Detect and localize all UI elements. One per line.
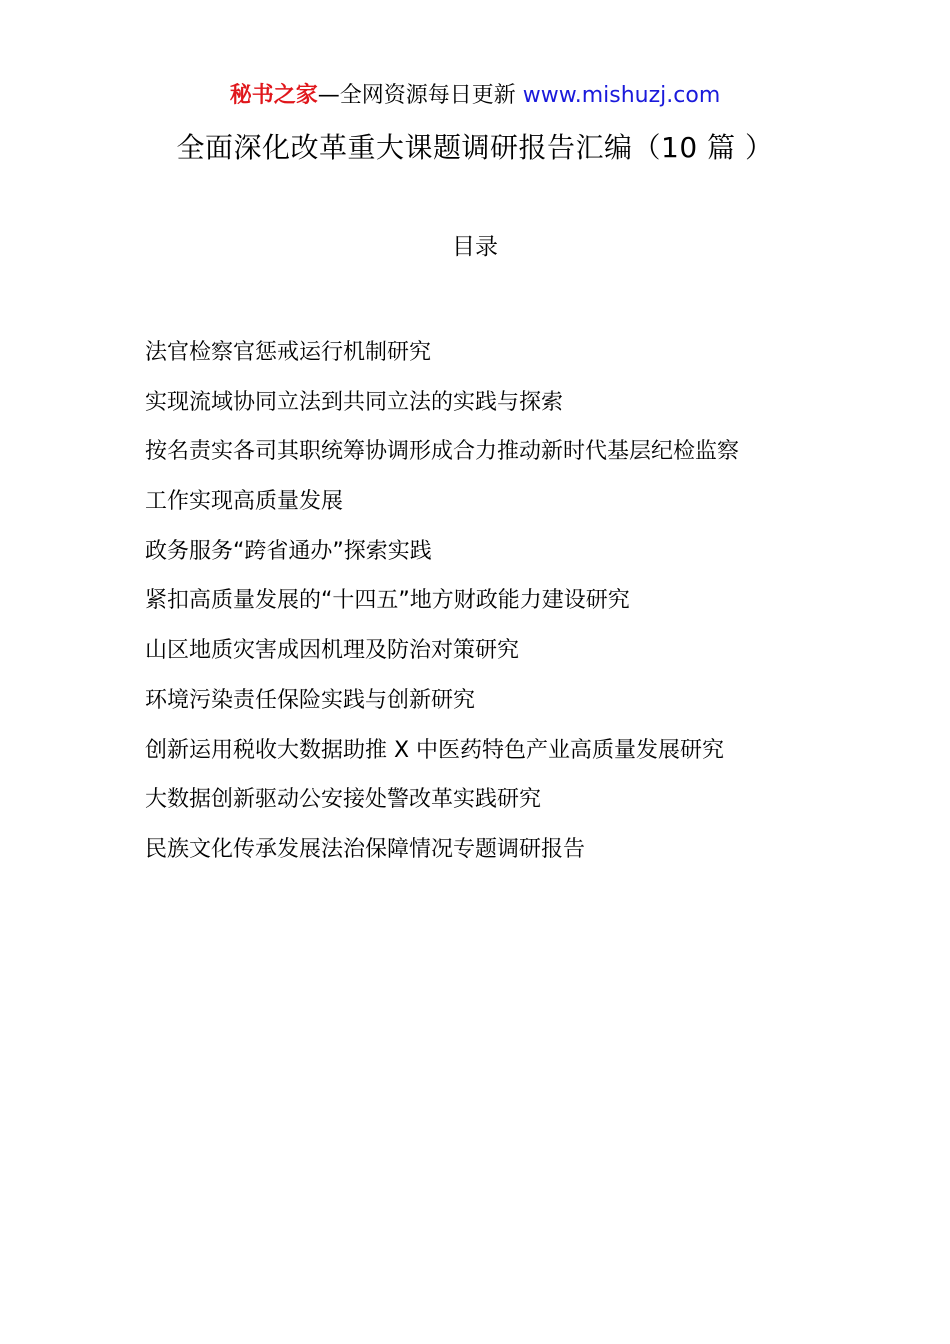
toc-item: 按名责实各司其职统筹协调形成合力推动新时代基层纪检监察 xyxy=(145,439,740,465)
toc-item: 环境污染责任保险实践与创新研究 xyxy=(145,687,476,713)
toc-item: 民族文化传承发展法治保障情况专题调研报告 xyxy=(145,836,586,862)
toc-item: 山区地质灾害成因机理及防治对策研究 xyxy=(145,638,520,664)
site-url-link[interactable]: www.mishuzj.com xyxy=(522,83,721,108)
table-of-contents xyxy=(145,328,825,875)
site-header xyxy=(0,80,950,112)
toc-item: 法官检察官惩戒运行机制研究 xyxy=(145,340,432,365)
document-title: 全面深化改革重大课题调研报告汇编（10 篇 ） xyxy=(176,131,774,164)
toc-item-continuation: 工作实现高质量发展 xyxy=(145,489,344,515)
toc-item: 实现流域协同立法到共同立法的实践与探索 xyxy=(145,389,564,415)
toc-item: 政务服务“跨省通办”探索实践 xyxy=(145,538,432,564)
toc-heading: 目录 xyxy=(452,234,498,260)
toc-item: 创新运用税收大数据助推 X 中医药特色产业高质量发展研究 xyxy=(145,737,725,763)
toc-item: 紧扣高质量发展的“十四五”地方财政能力建设研究 xyxy=(145,588,630,614)
header-tagline: —全网资源每日更新 xyxy=(317,83,523,108)
toc-item: 大数据创新驱动公安接处警改革实践研究 xyxy=(145,787,542,813)
brand-name: 秘书之家 xyxy=(229,83,318,108)
